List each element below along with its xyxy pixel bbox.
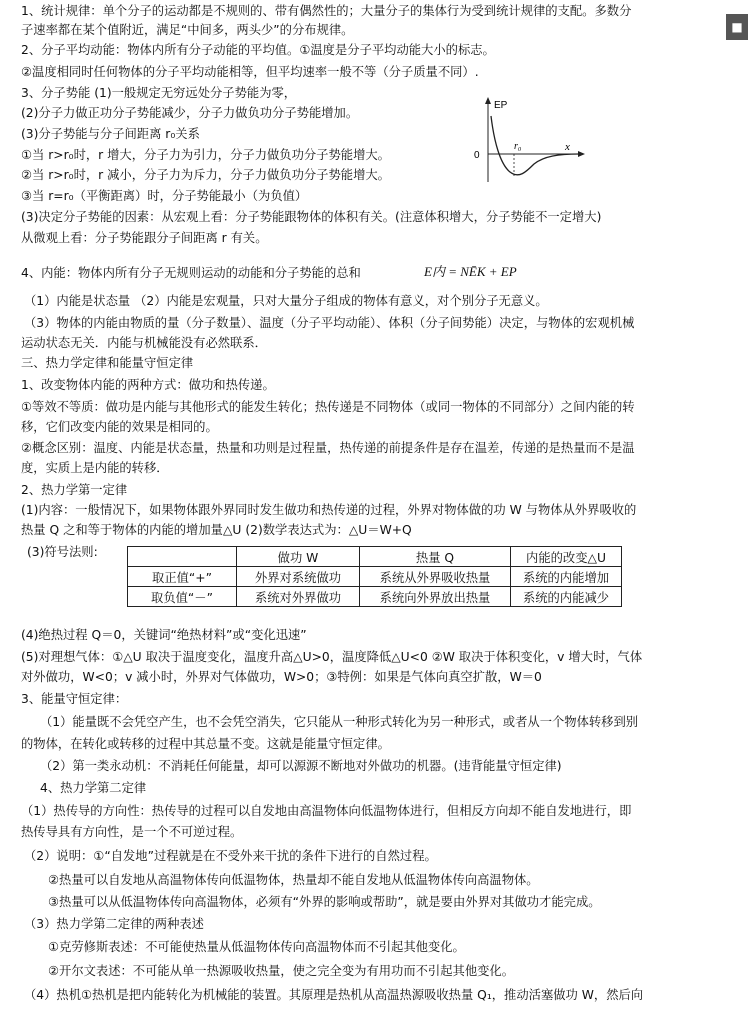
internal-energy-formula: E内 = NĒK + EP — [424, 264, 517, 279]
table-cell: 外界对系统做功 — [237, 567, 360, 587]
text-line: 2、热力学第一定律 — [21, 483, 128, 497]
r0-label: r₀ — [514, 141, 522, 152]
text-line: （2）说明：①“自发地”过程就是在不受外来干扰的条件下进行的自然过程。 — [24, 849, 437, 863]
text-line: (2)分子力做正功分子势能减少，分子力做负功分子势能增加。 — [21, 106, 359, 120]
text-line: （3）物体的内能由物质的量（分子数量）、温度（分子平均动能）、体积（分子间势能）决定，与物体的宏观机械 — [24, 316, 635, 330]
table-cell: 系统对外界做功 — [237, 587, 360, 607]
text-line: （3）热力学第二定律的两种表述 — [24, 917, 204, 931]
text-line: 2、分子平均动能：物体内所有分子动能的平均值。①温度是分子平均动能大小的标志。 — [21, 43, 495, 57]
text-line: 1、改变物体内能的两种方式：做功和热传递。 — [21, 378, 275, 392]
table-cell: 系统的内能减少 — [511, 587, 622, 607]
table-cell: 系统向外界放出热量 — [360, 587, 511, 607]
table-cell: 热量 Q — [360, 547, 511, 567]
table-cell: 系统的内能增加 — [511, 567, 622, 587]
sign-rule-table — [127, 546, 622, 607]
text-line: （4）热机①热机是把内能转化为机械能的装置。其原理是热机从高温热源吸收热量 Q₁，推动活塞做功 W，然后向 — [24, 988, 644, 1002]
text-line: (4)绝热过程 Q＝0，关键词“绝热材料”或“变化迅速” — [21, 628, 307, 642]
table-cell: 取正值“+” — [128, 567, 237, 587]
text-line: 对外做功，W<0；v 减小时，外界对气体做功，W>0；③特例：如果是气体向真空扩散，W＝0 — [21, 670, 542, 684]
text-line: 热传导具有方向性，是一个不可逆过程。 — [21, 825, 243, 839]
text-line: 度，实质上是内能的转移． — [21, 461, 169, 475]
text-line: 从微观上看：分子势能跟分子间距离 r 有关。 — [21, 231, 268, 245]
text-line: ③当 r=r₀（平衡距离）时，分子势能最小（为负值） — [21, 189, 308, 203]
table-cell: 系统从外界吸收热量 — [360, 567, 511, 587]
text-line: 1、统计规律：单个分子的运动都是不规则的、带有偶然性的；大量分子的集体行为受到统计规律的支配。多数分 — [21, 4, 632, 18]
text-line: （1）内能是状态量 （2）内能是宏观量，只对大量分子组成的物体有意义，对个别分子无意义。 — [24, 294, 548, 308]
table-row — [128, 567, 622, 587]
text-line: ②当 r>r₀时，r 减小，分子力为斥力，分子力做负功分子势能增大。 — [21, 168, 390, 182]
text-line: 4、热力学第二定律 — [40, 781, 147, 795]
table-cell: 做功 W — [237, 547, 360, 567]
text-line: ③热量可以从低温物体传向高温物体，必须有“外界的影响或帮助”，就是要由外界对其做功才能完成。 — [48, 895, 601, 909]
text-line: (1)内容：一般情况下，如果物体跟外界同时发生做功和热传递的过程，外界对物体做的功 W 与物体从外界吸收的 — [21, 503, 637, 517]
text-line: ①当 r>r₀时，r 增大，分子力为引力，分子力做负功分子势能增大。 — [21, 148, 390, 162]
text-line: ②概念区别：温度、内能是状态量，热量和功则是过程量，热传递的前提条件是存在温差，传递的是热量而不是温 — [21, 441, 635, 455]
sign-rule-label: (3)符号法则: — [27, 545, 98, 559]
text-line: (3)决定分子势能的因素：从宏观上看：分子势能跟物体的体积有关。(注意体积增大，分子势能不一定增大) — [21, 210, 602, 224]
y-axis-arrow — [485, 97, 491, 104]
text-line: 子速率都在某个值附近，满足“中间多，两头少”的分布规律。 — [21, 23, 354, 37]
text-line: ①等效不等质：做功是内能与其他形式的能发生转化；热传递是不同物体（或同一物体的不同部分）之间内能的转 — [21, 400, 635, 414]
table-cell: 取负值“－” — [128, 587, 237, 607]
text-line: (3)分子势能与分子间距离 r₀关系 — [21, 127, 200, 141]
text-line: 的物体，在转化或转移的过程中其总量不变。这就是能量守恒定律。 — [21, 737, 390, 751]
text-line: ②热量可以自发地从高温物体传向低温物体，热量却不能自发地从低温物体传向高温物体。 — [48, 873, 539, 887]
table-cell: 内能的改变△U — [511, 547, 622, 567]
text-line: 3、能量守恒定律： — [21, 692, 128, 706]
text-line: 热量 Q 之和等于物体的内能的增加量△U (2)数学表达式为：△U＝W+Q — [21, 523, 412, 537]
text-line: ②开尔文表述：不可能从单一热源吸收热量，使之完全变为有用功而不引起其他变化。 — [48, 964, 515, 978]
x-axis-label: x — [565, 141, 570, 153]
text-line: （1）热传导的方向性：热传导的过程可以自发地由高温物体向低温物体进行，但相反方向却不能自发地进行，即 — [21, 804, 632, 818]
text-line: 4、内能：物体内所有分子无规则运动的动能和分子势能的总和 — [21, 266, 361, 280]
text-line: 3、分子势能 (1)一般规定无穷远处分子势能为零， — [21, 86, 297, 100]
table-header-row — [128, 547, 622, 567]
text-line: （2）第一类永动机：不消耗任何能量，却可以源源不断地对外做功的机器。(违背能量守恒定律) — [40, 759, 562, 773]
text-line: ②温度相同时任何物体的分子平均动能相等，但平均速率一般不等（分子质量不同）. — [21, 65, 479, 79]
text-line: 三、热力学定律和能量守恒定律 — [21, 356, 194, 370]
text-line: (5)对理想气体：①△U 取决于温度变化，温度升高△U>0，温度降低△U<0 ②W 取决于体积变化，v 增大时，气体 — [21, 650, 643, 664]
x-axis-arrow — [578, 151, 585, 157]
y-axis-label: EP — [494, 100, 508, 111]
text-line: 移，它们改变内能的效果是相同的。 — [21, 420, 218, 434]
table-row — [128, 587, 622, 607]
table-cell — [128, 547, 237, 567]
origin-label: 0 — [474, 150, 480, 161]
text-line: （1）能量既不会凭空产生，也不会凭空消失，它只能从一种形式转化为另一种形式，或者从一个物体转移到别 — [40, 715, 639, 729]
edge-tab[interactable]: ■ C — [726, 14, 748, 40]
text-line: 运动状态无关．内能与机械能没有必然联系． — [21, 336, 267, 350]
text-line: ①克劳修斯表述：不可能使热量从低温物体传向高温物体而不引起其他变化。 — [48, 940, 465, 954]
potential-energy-graph — [464, 96, 594, 188]
